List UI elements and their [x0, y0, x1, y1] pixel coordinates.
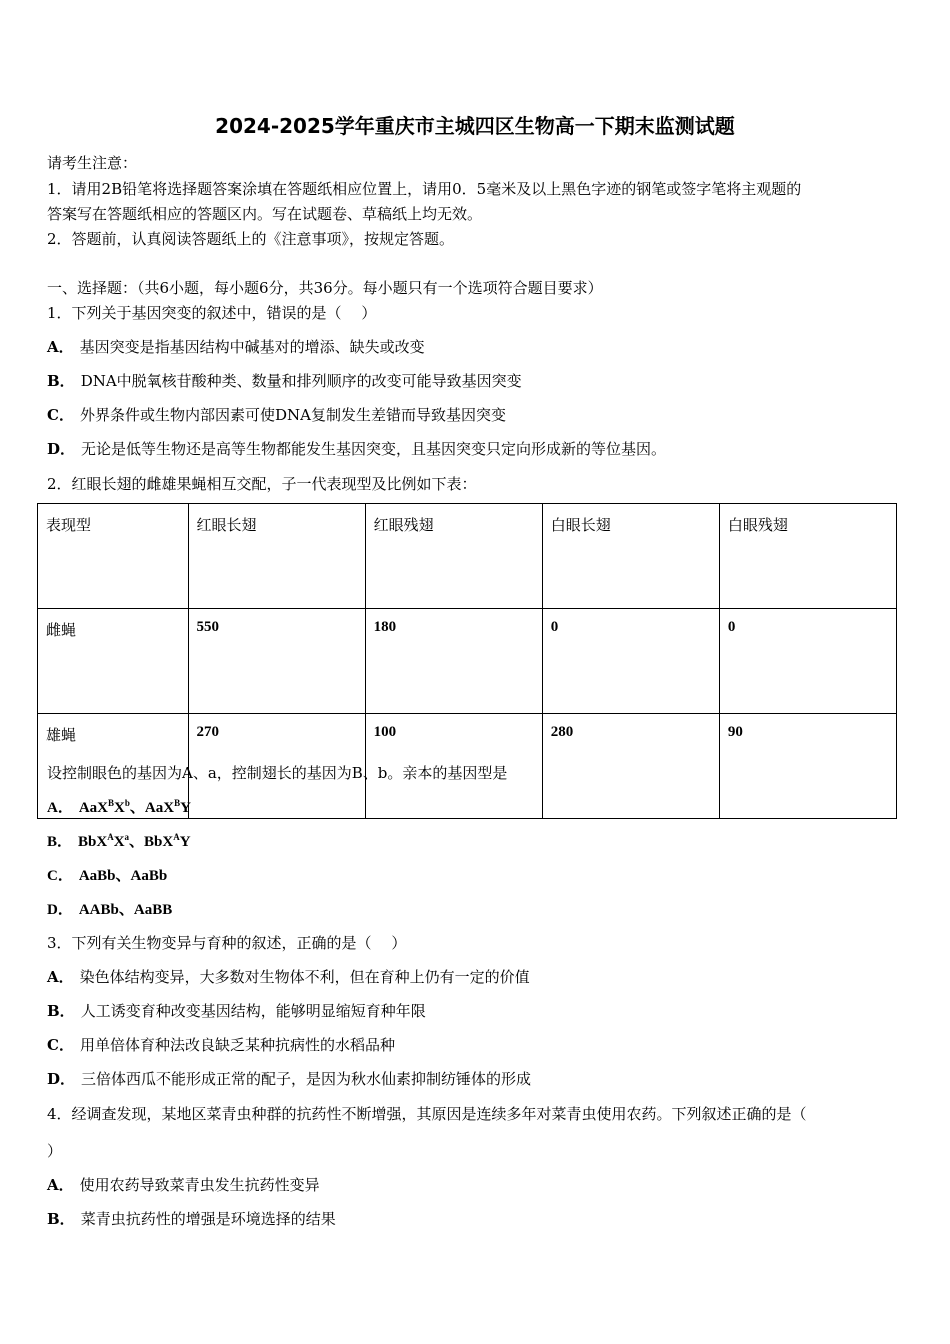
allele-sup: B	[174, 798, 181, 808]
q2-follow: 设控制眼色的基因为A、a，控制翅长的基因为B、b。亲本的基因型是	[47, 764, 508, 782]
table-header: 红眼残翅	[365, 504, 542, 609]
q1-option-c	[47, 404, 506, 425]
option-text: AABb、AaBB	[78, 902, 173, 918]
option-label: B．	[47, 1210, 75, 1228]
q4-stem-cont: ）	[47, 1142, 63, 1160]
option-label: B．	[47, 1002, 75, 1020]
table-cell: 雄蝇	[38, 714, 189, 819]
option-text: 菜青虫抗药性的增强是环境选择的结果	[80, 1210, 336, 1228]
q3-option-d	[47, 1068, 531, 1089]
option-text: 外界条件或生物内部因素可使DNA复制发生差错而导致基因突变	[79, 406, 506, 424]
allele-sup: B	[108, 798, 115, 808]
option-label: A．	[47, 968, 74, 986]
q2-stem: 2．红眼长翅的雌雄果蝇相互交配，子一代表现型及比例如下表：	[47, 475, 477, 493]
option-label: C．	[47, 868, 73, 884]
table-row	[38, 609, 897, 714]
genotype-part: 、BbX	[129, 834, 174, 850]
allele-sup: b	[124, 798, 130, 808]
option-text: AaBb、AaBb	[78, 868, 168, 884]
q3-option-a	[47, 966, 530, 987]
q3-option-b	[47, 1000, 426, 1021]
table-header: 白眼残翅	[719, 504, 896, 609]
option-label: C．	[47, 406, 74, 424]
q4-option-b	[47, 1208, 336, 1229]
option-label: D．	[47, 902, 73, 918]
option-label: D．	[47, 1070, 76, 1088]
allele-sup: A	[173, 832, 180, 842]
genotype-part: Y	[180, 800, 191, 816]
q3-stem: 3．下列有关生物变异与育种的叙述，正确的是（ ）	[47, 934, 407, 952]
table-cell: 0	[542, 609, 719, 714]
genotype-part: X	[114, 800, 125, 816]
option-label: A．	[47, 1176, 74, 1194]
table-cell: 550	[188, 609, 365, 714]
table-cell: 180	[365, 609, 542, 714]
q2-option-a	[47, 796, 191, 817]
q3-option-c	[47, 1034, 395, 1055]
q2-option-c	[47, 864, 167, 885]
table-cell: 雌蝇	[38, 609, 189, 714]
option-label: B．	[47, 834, 73, 850]
table-cell: 100	[365, 714, 542, 819]
table-header: 红眼长翅	[188, 504, 365, 609]
option-label: B．	[47, 372, 75, 390]
genotype-part: AaX	[78, 800, 109, 816]
section-heading: 一、选择题：（共6小题，每小题6分，共36分。每小题只有一个选项符合题目要求）	[47, 279, 603, 297]
option-text: 染色体结构变异，大多数对生物体不利，但在育种上仍有一定的价值	[79, 968, 530, 986]
notice-heading: 请考生注意：	[47, 154, 138, 172]
q1-option-d	[47, 438, 666, 459]
table-header-row	[38, 504, 897, 609]
q4-option-a	[47, 1174, 320, 1195]
page-title: 2024-2025学年重庆市主城四区生物高一下期末监测试题	[215, 114, 735, 138]
option-label: D．	[47, 440, 76, 458]
q2-option-d	[47, 898, 172, 919]
table-header: 白眼长翅	[542, 504, 719, 609]
option-label: A．	[47, 800, 73, 816]
allele-sup: A	[107, 832, 114, 842]
table-cell: 280	[542, 714, 719, 819]
table-cell: 270	[188, 714, 365, 819]
notice-line-3: 2．答题前，认真阅读答题纸上的《注意事项》，按规定答题。	[47, 230, 455, 248]
option-text: DNA中脱氧核苷酸种类、数量和排列顺序的改变可能导致基因突变	[80, 372, 522, 390]
option-text: 无论是低等生物还是高等生物都能发生基因突变，且基因突变只定向形成新的等位基因。	[81, 440, 667, 458]
q1-option-b	[47, 370, 522, 391]
option-label: A．	[47, 338, 74, 356]
genotype-part: BbX	[78, 834, 108, 850]
table-cell: 0	[719, 609, 896, 714]
table-cell: 90	[719, 714, 896, 819]
q1-stem: 1．下列关于基因突变的叙述中，错误的是（ ）	[47, 304, 377, 322]
option-text: 基因突变是指基因结构中碱基对的增添、缺失或改变	[79, 338, 425, 356]
option-text: 三倍体西瓜不能形成正常的配子，是因为秋水仙素抑制纺锤体的形成	[81, 1070, 532, 1088]
q1-option-a	[47, 336, 425, 357]
option-label: C．	[47, 1036, 74, 1054]
notice-line-2: 答案写在答题纸相应的答题区内。写在试题卷、草稿纸上均无效。	[47, 205, 483, 223]
notice-line-1: 1．请用2B铅笔将选择题答案涂填在答题纸相应位置上，请用0．5毫米及以上黑色字迹的钢笔或签字笔将主观题的	[47, 180, 802, 198]
option-text: 用单倍体育种法改良缺乏某种抗病性的水稻品种	[79, 1036, 395, 1054]
option-text: 人工诱变育种改变基因结构，能够明显缩短育种年限	[80, 1002, 426, 1020]
q4-stem: 4．经调查发现，某地区菜青虫种群的抗药性不断增强，其原因是连续多年对菜青虫使用农药。下列叙述正确的是（	[47, 1105, 807, 1123]
allele-sup: a	[124, 832, 130, 842]
genotype-part: X	[113, 834, 125, 850]
table-header: 表现型	[38, 504, 189, 609]
q2-option-b	[47, 830, 191, 851]
option-text: 使用农药导致菜青虫发生抗药性变异	[79, 1176, 320, 1194]
genotype-part: Y	[179, 834, 191, 850]
genotype-part: 、AaX	[129, 800, 175, 816]
